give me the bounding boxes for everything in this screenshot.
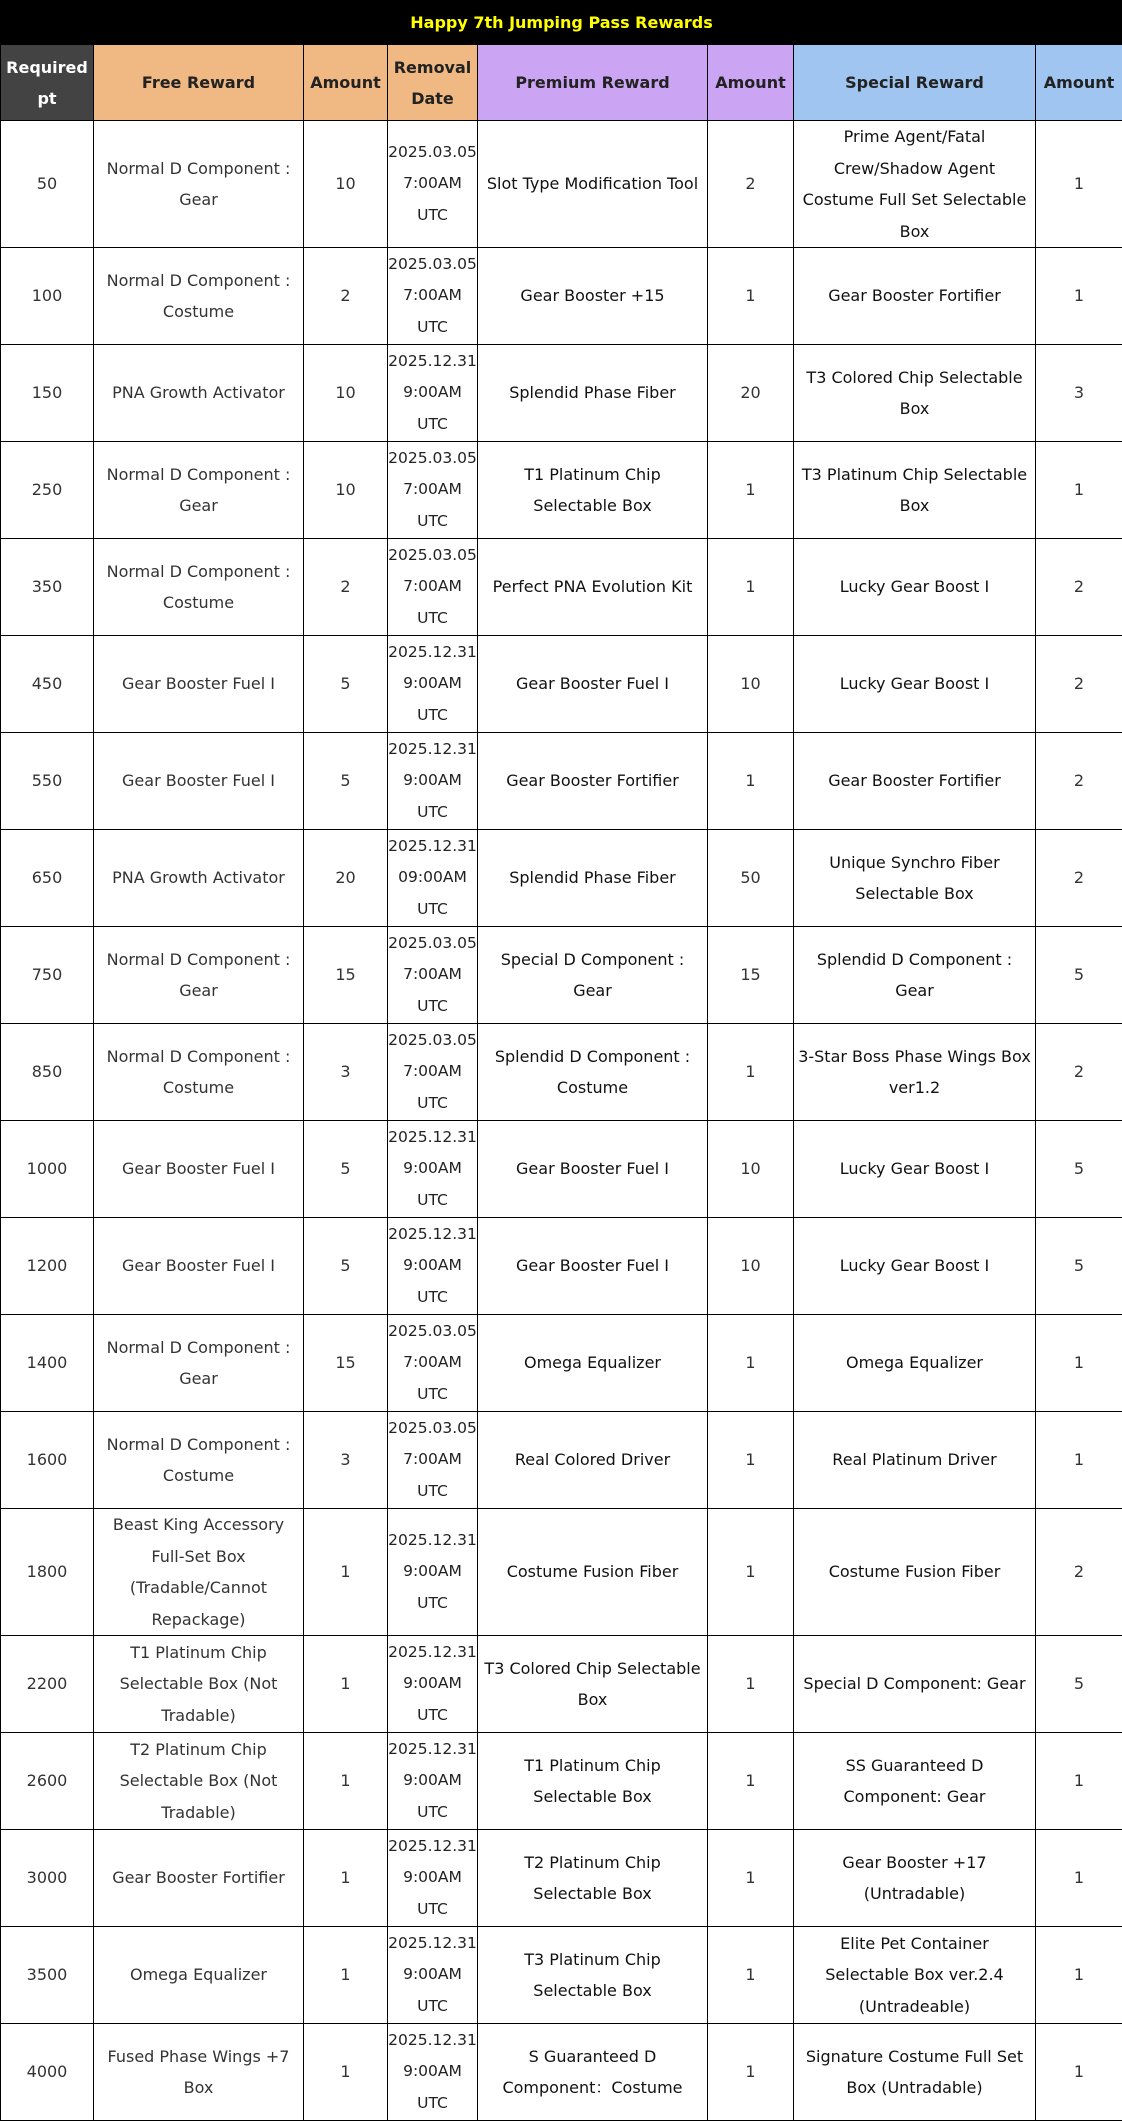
- free-reward-cell: Normal D Component : Gear: [94, 442, 304, 539]
- special-reward-cell: Splendid D Component : Gear: [794, 927, 1036, 1024]
- premium-reward-cell: Splendid Phase Fiber: [478, 345, 708, 442]
- premium-amount-cell: 20: [708, 345, 794, 442]
- premium-amount-cell: 15: [708, 927, 794, 1024]
- table-row: [1, 539, 1122, 636]
- special-amount-cell: 1: [1036, 2024, 1122, 2121]
- premium-reward-cell: S Guaranteed D Component：Costume: [478, 2024, 708, 2121]
- free-amount-cell: 3: [304, 1024, 388, 1121]
- required-pt-cell: 550: [1, 733, 94, 830]
- premium-reward-cell: Gear Booster +15: [478, 248, 708, 345]
- removal-date-cell: 2025.03.05 7:00AM UTC: [388, 442, 478, 539]
- required-pt-cell: 2600: [1, 1733, 94, 1830]
- required-pt-cell: 750: [1, 927, 94, 1024]
- free-reward-cell: Gear Booster Fuel I: [94, 1121, 304, 1218]
- removal-date-cell: 2025.03.05 7:00AM UTC: [388, 927, 478, 1024]
- table-row: [1, 121, 1122, 248]
- premium-amount-cell: 1: [708, 1830, 794, 1927]
- header-row: [1, 45, 1122, 121]
- removal-date-cell: 2025.03.05 7:00AM UTC: [388, 121, 478, 248]
- premium-reward-cell: Gear Booster Fortifier: [478, 733, 708, 830]
- free-amount-cell: 2: [304, 248, 388, 345]
- special-amount-cell: 2: [1036, 636, 1122, 733]
- special-reward-cell: Signature Costume Full Set Box (Untradable): [794, 2024, 1036, 2121]
- table-row: [1, 927, 1122, 1024]
- premium-amount-cell: 1: [708, 1733, 794, 1830]
- free-amount-cell: 20: [304, 830, 388, 927]
- free-amount-cell: 10: [304, 345, 388, 442]
- required-pt-cell: 250: [1, 442, 94, 539]
- removal-date-cell: 2025.12.31 9:00AM UTC: [388, 1509, 478, 1636]
- header-premium-reward: Premium Reward: [478, 45, 708, 121]
- removal-date-cell: 2025.03.05 7:00AM UTC: [388, 1315, 478, 1412]
- table-row: [1, 442, 1122, 539]
- free-reward-cell: Normal D Component : Gear: [94, 927, 304, 1024]
- table-row: [1, 1509, 1122, 1636]
- free-reward-cell: T1 Platinum Chip Selectable Box (Not Tradable): [94, 1636, 304, 1733]
- special-reward-cell: Elite Pet Container Selectable Box ver.2.4 (Untradeable): [794, 1927, 1036, 2024]
- removal-date-cell: 2025.12.31 9:00AM UTC: [388, 1636, 478, 1733]
- removal-date-cell: 2025.12.31 9:00AM UTC: [388, 636, 478, 733]
- table-title: Happy 7th Jumping Pass Rewards: [1, 1, 1122, 45]
- header-premium-amount: Amount: [708, 45, 794, 121]
- free-amount-cell: 15: [304, 927, 388, 1024]
- table-row: [1, 248, 1122, 345]
- special-amount-cell: 1: [1036, 1412, 1122, 1509]
- header-free-reward: Free Reward: [94, 45, 304, 121]
- free-reward-cell: Normal D Component : Costume: [94, 248, 304, 345]
- required-pt-cell: 850: [1, 1024, 94, 1121]
- table-row: [1, 1636, 1122, 1733]
- special-amount-cell: 2: [1036, 1024, 1122, 1121]
- premium-amount-cell: 1: [708, 733, 794, 830]
- table-row: [1, 1927, 1122, 2024]
- table-row: [1, 1412, 1122, 1509]
- premium-reward-cell: T1 Platinum Chip Selectable Box: [478, 1733, 708, 1830]
- special-amount-cell: 1: [1036, 1315, 1122, 1412]
- free-reward-cell: Gear Booster Fuel I: [94, 636, 304, 733]
- header-special-reward: Special Reward: [794, 45, 1036, 121]
- free-reward-cell: Normal D Component : Costume: [94, 1024, 304, 1121]
- premium-reward-cell: Slot Type Modification Tool: [478, 121, 708, 248]
- special-reward-cell: Prime Agent/Fatal Crew/Shadow Agent Costume Full Set Selectable Box: [794, 121, 1036, 248]
- special-amount-cell: 2: [1036, 830, 1122, 927]
- required-pt-cell: 1000: [1, 1121, 94, 1218]
- table-row: [1, 1733, 1122, 1830]
- required-pt-cell: 1200: [1, 1218, 94, 1315]
- special-amount-cell: 1: [1036, 1927, 1122, 2024]
- premium-reward-cell: Splendid D Component : Costume: [478, 1024, 708, 1121]
- premium-amount-cell: 2: [708, 121, 794, 248]
- required-pt-cell: 650: [1, 830, 94, 927]
- table-row: [1, 636, 1122, 733]
- table-row: [1, 1024, 1122, 1121]
- removal-date-cell: 2025.03.05 7:00AM UTC: [388, 248, 478, 345]
- special-amount-cell: 1: [1036, 1830, 1122, 1927]
- free-reward-cell: Normal D Component : Costume: [94, 539, 304, 636]
- premium-amount-cell: 50: [708, 830, 794, 927]
- free-amount-cell: 10: [304, 121, 388, 248]
- free-amount-cell: 1: [304, 1927, 388, 2024]
- removal-date-cell: 2025.03.05 7:00AM UTC: [388, 1024, 478, 1121]
- special-amount-cell: 5: [1036, 927, 1122, 1024]
- special-amount-cell: 2: [1036, 733, 1122, 830]
- premium-reward-cell: T3 Platinum Chip Selectable Box: [478, 1927, 708, 2024]
- free-reward-cell: Normal D Component : Gear: [94, 1315, 304, 1412]
- premium-reward-cell: Gear Booster Fuel I: [478, 1121, 708, 1218]
- special-amount-cell: 1: [1036, 121, 1122, 248]
- premium-reward-cell: T3 Colored Chip Selectable Box: [478, 1636, 708, 1733]
- premium-amount-cell: 10: [708, 1218, 794, 1315]
- free-amount-cell: 5: [304, 733, 388, 830]
- free-amount-cell: 1: [304, 1509, 388, 1636]
- removal-date-cell: 2025.12.31 9:00AM UTC: [388, 1121, 478, 1218]
- free-reward-cell: Gear Booster Fortifier: [94, 1830, 304, 1927]
- removal-date-cell: 2025.12.31 09:00AM UTC: [388, 830, 478, 927]
- header-free-amount: Amount: [304, 45, 388, 121]
- premium-amount-cell: 1: [708, 442, 794, 539]
- premium-reward-cell: Gear Booster Fuel I: [478, 636, 708, 733]
- free-reward-cell: PNA Growth Activator: [94, 345, 304, 442]
- table-row: [1, 2024, 1122, 2121]
- free-reward-cell: Beast King Accessory Full-Set Box (Tradable/Cannot Repackage): [94, 1509, 304, 1636]
- free-amount-cell: 15: [304, 1315, 388, 1412]
- special-reward-cell: Lucky Gear Boost I: [794, 1121, 1036, 1218]
- header-required-pt: Required pt: [1, 45, 94, 121]
- special-amount-cell: 5: [1036, 1218, 1122, 1315]
- premium-amount-cell: 1: [708, 1412, 794, 1509]
- free-reward-cell: Gear Booster Fuel I: [94, 1218, 304, 1315]
- required-pt-cell: 2200: [1, 1636, 94, 1733]
- required-pt-cell: 350: [1, 539, 94, 636]
- special-amount-cell: 1: [1036, 442, 1122, 539]
- special-amount-cell: 3: [1036, 345, 1122, 442]
- premium-reward-cell: T1 Platinum Chip Selectable Box: [478, 442, 708, 539]
- premium-amount-cell: 1: [708, 539, 794, 636]
- special-reward-cell: T3 Platinum Chip Selectable Box: [794, 442, 1036, 539]
- special-reward-cell: SS Guaranteed D Component: Gear: [794, 1733, 1036, 1830]
- free-reward-cell: Normal D Component : Costume: [94, 1412, 304, 1509]
- free-reward-cell: PNA Growth Activator: [94, 830, 304, 927]
- premium-reward-cell: T2 Platinum Chip Selectable Box: [478, 1830, 708, 1927]
- removal-date-cell: 2025.12.31 9:00AM UTC: [388, 2024, 478, 2121]
- free-reward-cell: Normal D Component : Gear: [94, 121, 304, 248]
- premium-reward-cell: Perfect PNA Evolution Kit: [478, 539, 708, 636]
- required-pt-cell: 3000: [1, 1830, 94, 1927]
- free-amount-cell: 1: [304, 2024, 388, 2121]
- special-amount-cell: 1: [1036, 248, 1122, 345]
- premium-reward-cell: Omega Equalizer: [478, 1315, 708, 1412]
- special-amount-cell: 2: [1036, 539, 1122, 636]
- premium-reward-cell: Splendid Phase Fiber: [478, 830, 708, 927]
- required-pt-cell: 1800: [1, 1509, 94, 1636]
- premium-amount-cell: 1: [708, 1927, 794, 2024]
- removal-date-cell: 2025.12.31 9:00AM UTC: [388, 1218, 478, 1315]
- special-reward-cell: Lucky Gear Boost I: [794, 636, 1036, 733]
- required-pt-cell: 1600: [1, 1412, 94, 1509]
- free-reward-cell: Fused Phase Wings +7 Box: [94, 2024, 304, 2121]
- premium-amount-cell: 1: [708, 1024, 794, 1121]
- table-row: [1, 733, 1122, 830]
- table-row: [1, 1830, 1122, 1927]
- special-reward-cell: Unique Synchro Fiber Selectable Box: [794, 830, 1036, 927]
- required-pt-cell: 4000: [1, 2024, 94, 2121]
- free-amount-cell: 5: [304, 636, 388, 733]
- premium-amount-cell: 1: [708, 248, 794, 345]
- removal-date-cell: 2025.12.31 9:00AM UTC: [388, 1830, 478, 1927]
- free-reward-cell: Gear Booster Fuel I: [94, 733, 304, 830]
- required-pt-cell: 50: [1, 121, 94, 248]
- required-pt-cell: 150: [1, 345, 94, 442]
- header-removal-date: Removal Date: [388, 45, 478, 121]
- removal-date-cell: 2025.12.31 9:00AM UTC: [388, 1927, 478, 2024]
- special-amount-cell: 1: [1036, 1733, 1122, 1830]
- table-body: [1, 121, 1122, 2121]
- premium-reward-cell: Real Colored Driver: [478, 1412, 708, 1509]
- special-reward-cell: Gear Booster Fortifier: [794, 733, 1036, 830]
- free-reward-cell: T2 Platinum Chip Selectable Box (Not Tradable): [94, 1733, 304, 1830]
- premium-amount-cell: 1: [708, 1509, 794, 1636]
- table-row: [1, 1315, 1122, 1412]
- free-amount-cell: 5: [304, 1218, 388, 1315]
- removal-date-cell: 2025.03.05 7:00AM UTC: [388, 1412, 478, 1509]
- free-amount-cell: 3: [304, 1412, 388, 1509]
- required-pt-cell: 450: [1, 636, 94, 733]
- required-pt-cell: 3500: [1, 1927, 94, 2024]
- table-row: [1, 1218, 1122, 1315]
- special-reward-cell: Omega Equalizer: [794, 1315, 1036, 1412]
- special-reward-cell: Special D Component: Gear: [794, 1636, 1036, 1733]
- premium-amount-cell: 1: [708, 1315, 794, 1412]
- removal-date-cell: 2025.12.31 9:00AM UTC: [388, 733, 478, 830]
- premium-reward-cell: Special D Component : Gear: [478, 927, 708, 1024]
- free-amount-cell: 10: [304, 442, 388, 539]
- title-row: [1, 1, 1122, 45]
- free-amount-cell: 5: [304, 1121, 388, 1218]
- table-row: [1, 1121, 1122, 1218]
- premium-amount-cell: 1: [708, 2024, 794, 2121]
- table-row: [1, 345, 1122, 442]
- free-amount-cell: 1: [304, 1636, 388, 1733]
- premium-amount-cell: 10: [708, 636, 794, 733]
- removal-date-cell: 2025.12.31 9:00AM UTC: [388, 345, 478, 442]
- required-pt-cell: 100: [1, 248, 94, 345]
- free-reward-cell: Omega Equalizer: [94, 1927, 304, 2024]
- premium-reward-cell: Costume Fusion Fiber: [478, 1509, 708, 1636]
- special-reward-cell: T3 Colored Chip Selectable Box: [794, 345, 1036, 442]
- premium-amount-cell: 1: [708, 1636, 794, 1733]
- header-special-amount: Amount: [1036, 45, 1122, 121]
- free-amount-cell: 2: [304, 539, 388, 636]
- special-reward-cell: Gear Booster Fortifier: [794, 248, 1036, 345]
- special-reward-cell: 3-Star Boss Phase Wings Box ver1.2: [794, 1024, 1036, 1121]
- required-pt-cell: 1400: [1, 1315, 94, 1412]
- special-reward-cell: Costume Fusion Fiber: [794, 1509, 1036, 1636]
- free-amount-cell: 1: [304, 1830, 388, 1927]
- special-amount-cell: 5: [1036, 1636, 1122, 1733]
- table-row: [1, 830, 1122, 927]
- premium-reward-cell: Gear Booster Fuel I: [478, 1218, 708, 1315]
- removal-date-cell: 2025.12.31 9:00AM UTC: [388, 1733, 478, 1830]
- free-amount-cell: 1: [304, 1733, 388, 1830]
- premium-amount-cell: 10: [708, 1121, 794, 1218]
- removal-date-cell: 2025.03.05 7:00AM UTC: [388, 539, 478, 636]
- special-reward-cell: Real Platinum Driver: [794, 1412, 1036, 1509]
- special-amount-cell: 2: [1036, 1509, 1122, 1636]
- special-reward-cell: Gear Booster +17 (Untradable): [794, 1830, 1036, 1927]
- special-reward-cell: Lucky Gear Boost I: [794, 1218, 1036, 1315]
- special-reward-cell: Lucky Gear Boost I: [794, 539, 1036, 636]
- special-amount-cell: 5: [1036, 1121, 1122, 1218]
